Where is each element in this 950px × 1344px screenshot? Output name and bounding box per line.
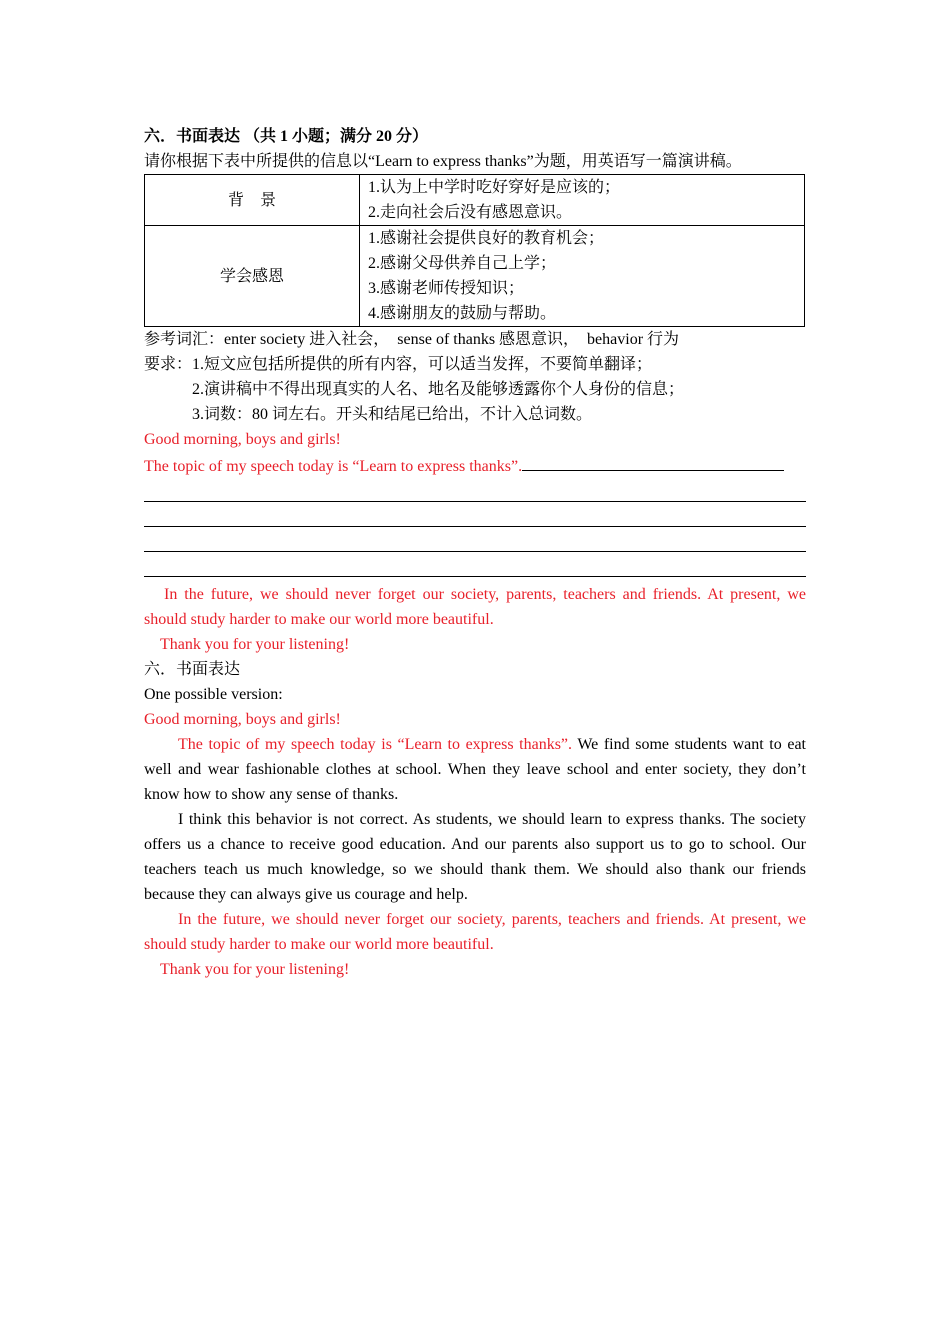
answer-greeting: Good morning, boys and girls!	[144, 711, 341, 728]
instruction-text: 请你根据下表中所提供的信息以“Learn to express thanks”为题，用英语写一篇演讲稿。	[144, 153, 742, 170]
table-item: 3.感谢老师传授知识；	[368, 280, 525, 297]
answer-blank-line[interactable]	[144, 527, 806, 552]
info-table	[144, 174, 805, 327]
prompt-ending-line2: should study harder to make our world more beautiful.	[144, 611, 494, 628]
answer-blank-line[interactable]	[144, 477, 806, 502]
table-row	[145, 175, 805, 226]
answer-paragraph-2: I think this behavior is not correct. As students, we should learn to express thanks. The society offers us a chance to receive good education. And our parents also support us to go to school. Our teachers teach us much knowledge, so we should thank them. We should also thank our friends because they can always give us courage and help.	[144, 811, 806, 903]
table-content	[360, 226, 805, 327]
requirement-item: 1.短文应包括所提供的所有内容，可以适当发挥，不要简单翻译；	[192, 356, 653, 373]
requirements-label: 要求：	[144, 356, 193, 373]
answer-blank-line[interactable]	[144, 502, 806, 527]
prompt-topic-line	[144, 452, 806, 477]
requirement-3: 3.词数：80 词左右。开头和结尾已给出，不计入总词数。	[192, 406, 593, 423]
table-item: 1.认为上中学时吃好穿好是应该的；	[368, 179, 621, 196]
answer-ending-line2: should study harder to make our world more beautiful.	[144, 936, 494, 953]
table-item: 1.感谢社会提供良好的教育机会；	[368, 230, 605, 247]
prompt-ending-line1: In the future, we should never forget our society, parents, teachers and friends. At present, we	[164, 586, 806, 603]
answer-paragraph-1	[144, 732, 806, 807]
answer-blank-line[interactable]	[144, 552, 806, 577]
answer-ending-line1: In the future, we should never forget our society, parents, teachers and friends. At present, we	[178, 911, 806, 928]
table-label: 学会感恩	[145, 226, 360, 327]
table-content	[360, 175, 805, 226]
table-item: 2.走向社会后没有感恩意识。	[368, 204, 573, 221]
table-item: 4.感谢朋友的鼓励与帮助。	[368, 305, 557, 322]
version-label: One possible version:	[144, 686, 283, 703]
document-page	[144, 124, 806, 982]
vocab-text: 参考词汇：enter society 进入社会， sense of thanks 感恩意识， behavior 行为	[144, 331, 680, 348]
requirement-1	[144, 352, 806, 377]
prompt-topic: The topic of my speech today is “Learn to express thanks”.	[144, 458, 523, 475]
answer-blank[interactable]	[522, 452, 784, 471]
prompt-thanks: Thank you for your listening!	[160, 636, 350, 653]
answer-thanks: Thank you for your listening!	[160, 961, 350, 978]
table-row	[145, 226, 805, 327]
requirement-2: 2.演讲稿中不得出现真实的人名、地名及能够透露你个人身份的信息；	[192, 381, 685, 398]
answer-topic: The topic of my speech today is “Learn to express thanks”.	[178, 736, 573, 753]
answer-title: 六．书面表达	[144, 661, 241, 678]
prompt-greeting: Good morning, boys and girls!	[144, 431, 341, 448]
answer-p1-body: We find some students want to eat well and wear fashionable clothes at school. When they leave school and enter society, they don’t know how to show any sense of thanks.	[144, 736, 806, 803]
section-title: 六．书面表达 （共 1 小题；满分 20 分）	[144, 128, 429, 145]
table-label: 背 景	[145, 175, 360, 226]
table-item: 2.感谢父母供养自己上学；	[368, 255, 557, 272]
